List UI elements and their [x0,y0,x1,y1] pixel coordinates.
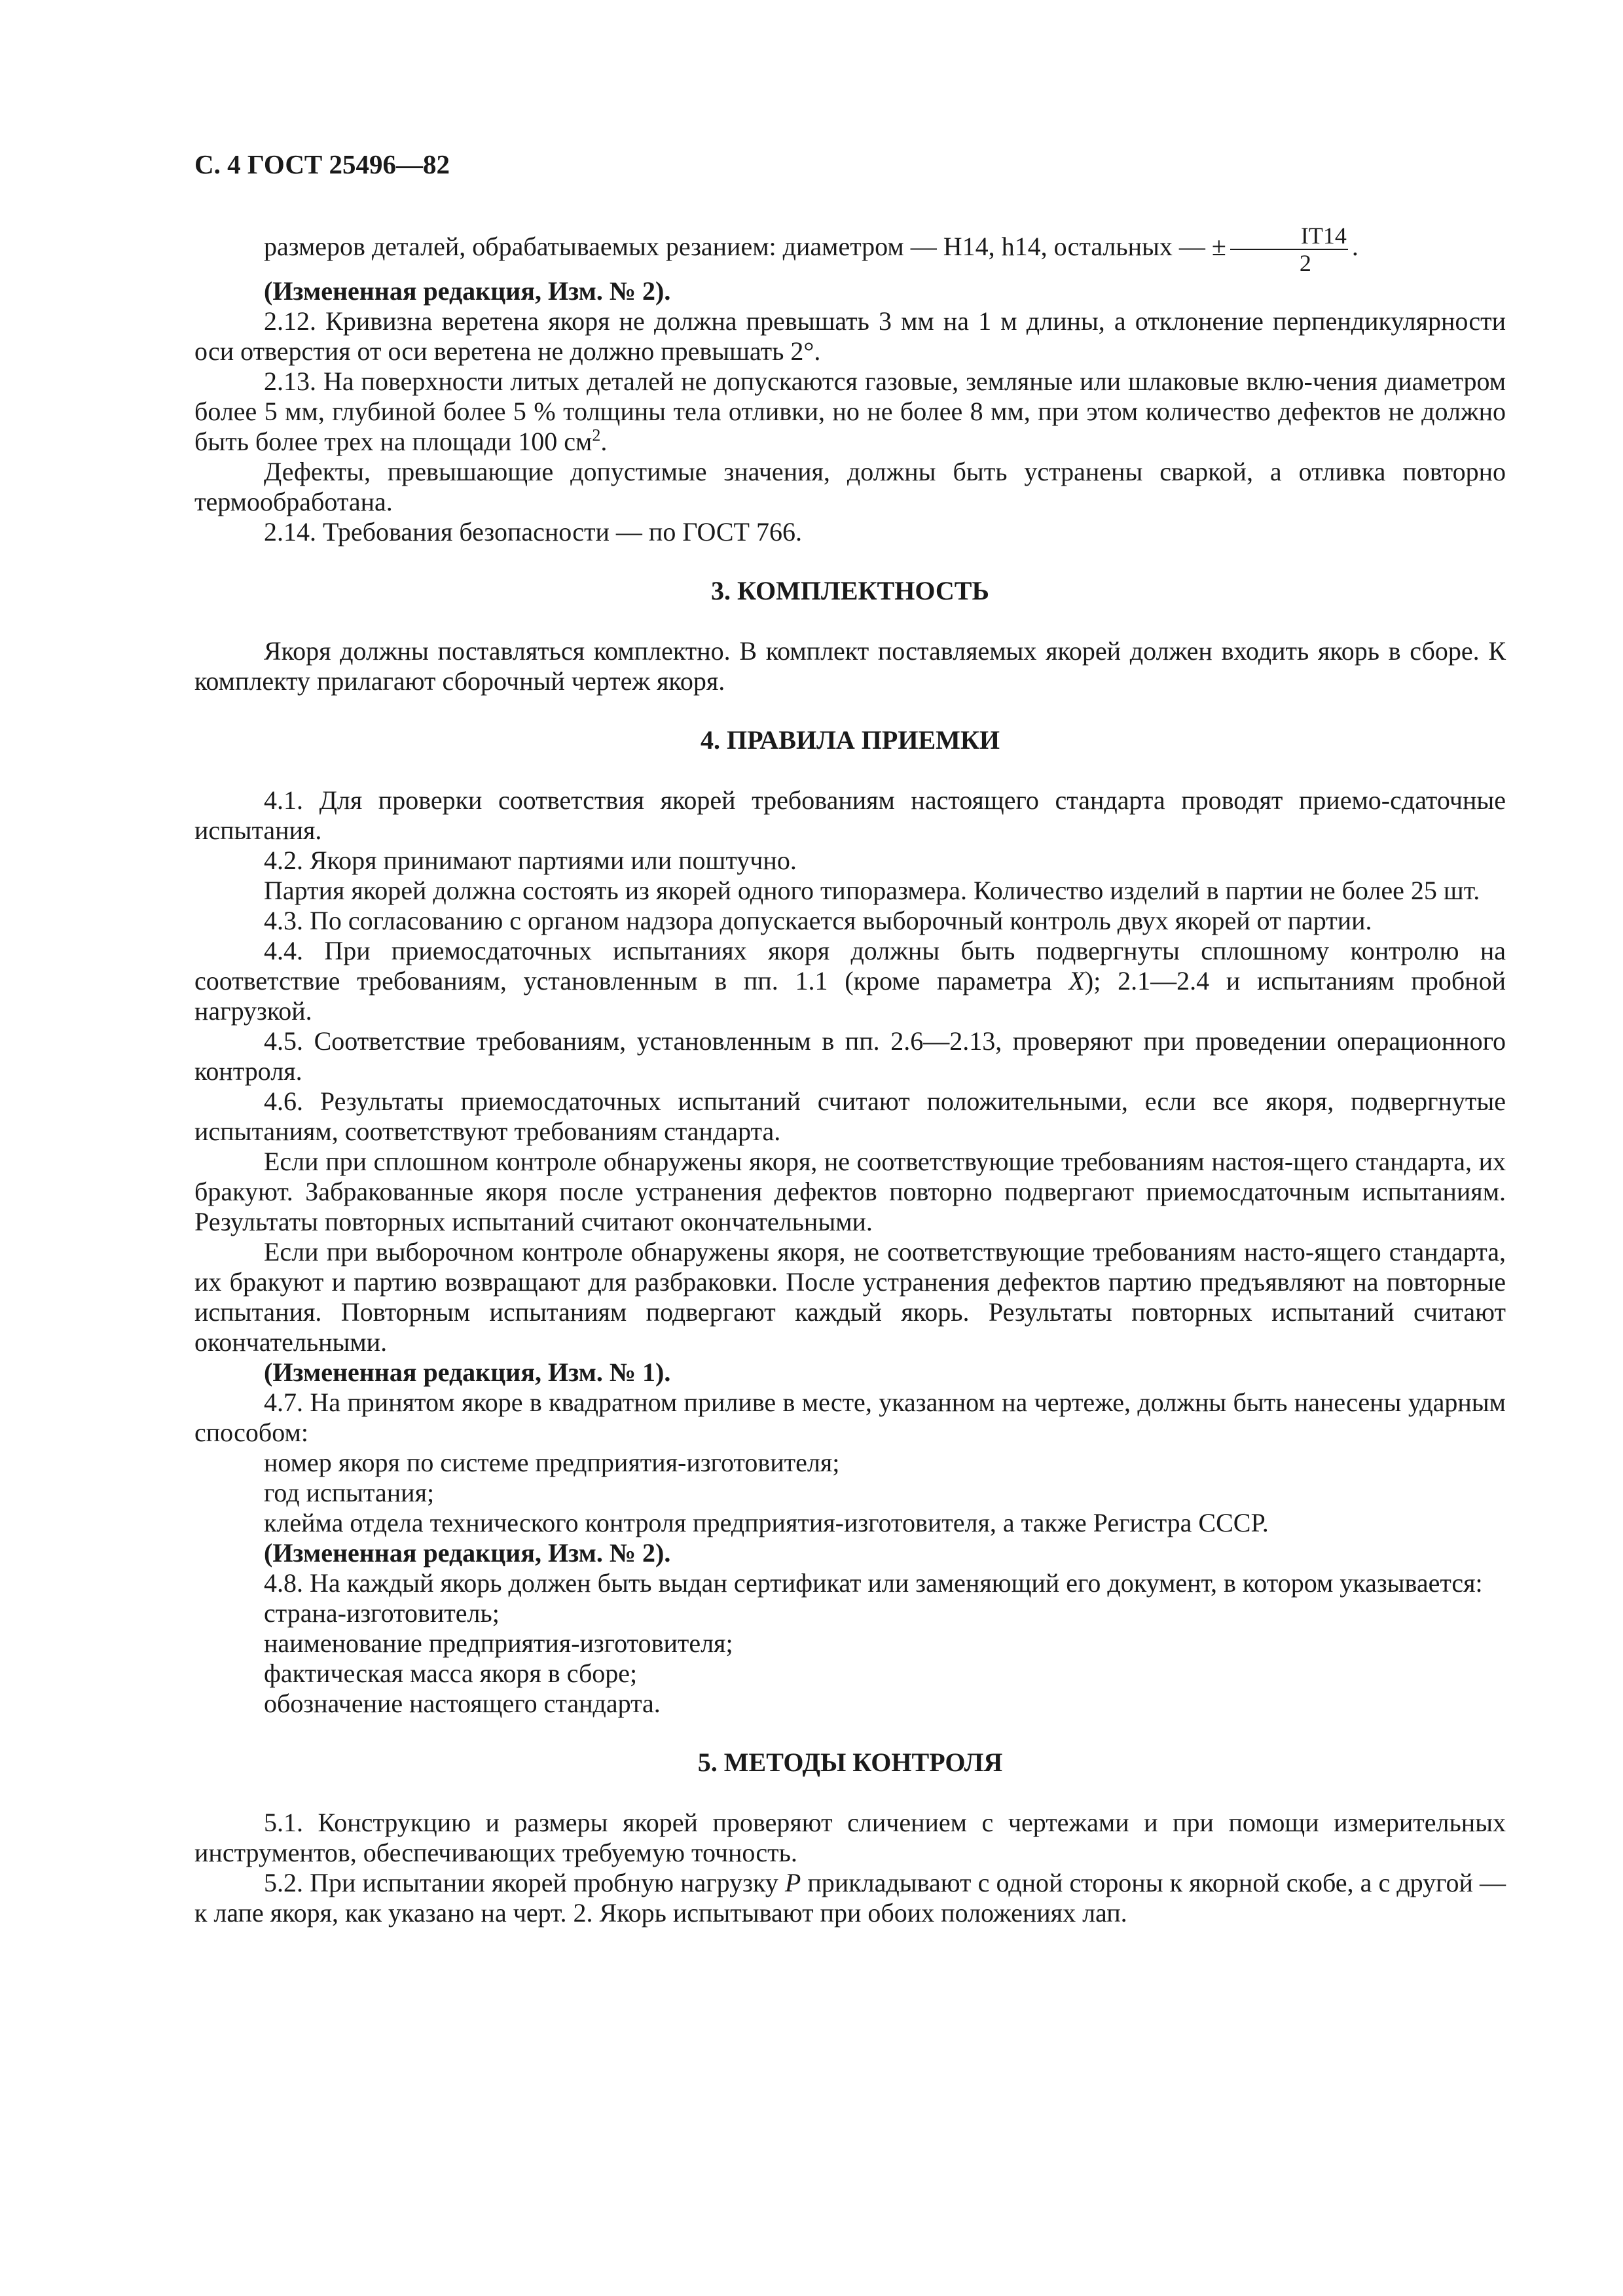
list-item: страна-изготовитель; [264,1598,500,1628]
list-item: наименование предприятия-изготовителя; [264,1628,733,1658]
fraction: $\frac{IT14}{2}$ [1230,223,1348,276]
list-item: номер якоря по системе предприятия-изготовителя; [264,1448,840,1477]
paragraph-4-8: 4.8. На каждый якорь должен быть выдан сертификат или заменяющий его документ, в котором указывается: [264,1568,1483,1598]
paragraph-4-3: 4.3. По согласованию с органом надзора допускается выборочный контроль двух якорей от партии. [264,906,1372,935]
paragraph-4-7: 4.7. На принятом якоре в квадратном приливе в месте, указанном на чертеже, должны быть нанесены ударным способом: [194,1388,1506,1447]
paragraph-2-14: 2.14. Требования безопасности — по ГОСТ 766. [264,517,802,547]
paragraph-2-13: 2.13. На поверхности литых деталей не допускаются газовые, земляные или шлаковые вклю-чения диаметром более 5 мм, глубиной более 5 % толщины тела отливки, но не более 8 мм, при этом количество дефектов не должно быть более трех на площади 100 $см^2$. [194,367,1506,456]
paragraph-4-5: 4.5. Соответствие требованиям, установленным в пп. 2.6—2.13, проверяют при проведении операционного контроля. [194,1026,1506,1086]
paragraph-4-1: 4.1. Для проверки соответствия якорей требованиям настоящего стандарта проводят приемо-сдаточные испытания. [194,785,1506,845]
paragraph-completeness: Якоря должны поставляться комплектно. В комплект поставляемых якорей должен входить якорь в сборе. К комплекту прилагают сборочный чертеж якоря. [194,636,1506,696]
edit-note-1: (Измененная редакция, Изм. № 1). [264,1357,671,1387]
section-5-title: 5. МЕТОДЫ КОНТРОЛЯ [697,1748,1003,1777]
paragraph-4-4: 4.4. При приемосдаточных испытаниях якоря должны быть подвергнуты сплошному контролю на соответствие требованиям, установленным в пп. 1.1 (кроме параметра X); 2.1—2.4 и испытаниям пробной нагрузкой. [194,936,1506,1026]
paragraph-defects: Дефекты, превышающие допустимые значения, должны быть устранены сваркой, а отливка повторно термообработана. [194,457,1506,516]
paragraph-4-6: 4.6. Результаты приемосдаточных испытаний считают положительными, если все якоря, подвергнутые испытаниям, соответствуют требованиям стандарта. [194,1086,1506,1146]
paragraph-continuous-control: Если при сплошном контроле обнаружены якоря, не соответствующие требованиям настоя-щего стандарта, их бракуют. Забракованные якоря после устранения дефектов повторно подвергают приемосдаточным испытаниям. Результаты повторных испытаний считают окончательными. [194,1147,1506,1236]
paragraph-5-2: 5.2. При испытании якорей пробную нагрузку P прикладывают с одной стороны к якорной скобе, а с другой — к лапе якоря, как указано на черт. 2. Якорь испытывают при обоих положениях лап. [194,1868,1506,1928]
list-item: обозначение настоящего стандарта. [264,1689,661,1718]
paragraph-5-1: 5.1. Конструкцию и размеры якорей проверяют сличением с чертежами и при помощи измерительных инструментов, обеспечивающих требуемую точность. [194,1808,1506,1867]
page-header: С. 4 ГОСТ 25496—82 [194,149,450,179]
document-page [194,149,1506,1928]
paragraph-sample-control: Если при выборочном контроле обнаружены якоря, не соответствующие требованиям насто-ящего стандарта, их бракуют и партию возвращают для разбраковки. После устранения дефектов партию предъявляют на повторные испытания. Повторным испытаниям подвергают каждый якорь. Результаты повторных испытаний считают окончательными. [194,1237,1506,1357]
list-item: год испытания; [264,1478,435,1507]
edit-note-2a: (Измененная редакция, Изм. № 2). [264,276,671,306]
list-item: клейма отдела технического контроля предприятия-изготовителя, а также Регистра СССР. [264,1508,1269,1537]
paragraph-sizes: размеров деталей, обрабатываемых резанием: диаметром — H14, h14, остальных — ± $\frac{IT14}{2}$ . [264,223,1359,276]
paragraph-2-12: 2.12. Кривизна веретена якоря не должна превышать 3 мм на 1 м длины, а отклонение перпендикулярности оси отверстия от оси веретена не должно превышать 2°. [194,306,1506,366]
edit-note-2b: (Измененная редакция, Изм. № 2). [264,1538,671,1568]
list-item: фактическая масса якоря в сборе; [264,1659,638,1688]
paragraph-4-2: 4.2. Якоря принимают партиями или поштучно. [264,846,797,875]
paragraph-party: Партия якорей должна состоять из якорей одного типоразмера. Количество изделий в партии не более 25 шт. [264,876,1480,905]
section-4-title: 4. ПРАВИЛА ПРИЕМКИ [700,725,1000,755]
section-3-title: 3. КОМПЛЕКТНОСТЬ [711,576,989,605]
